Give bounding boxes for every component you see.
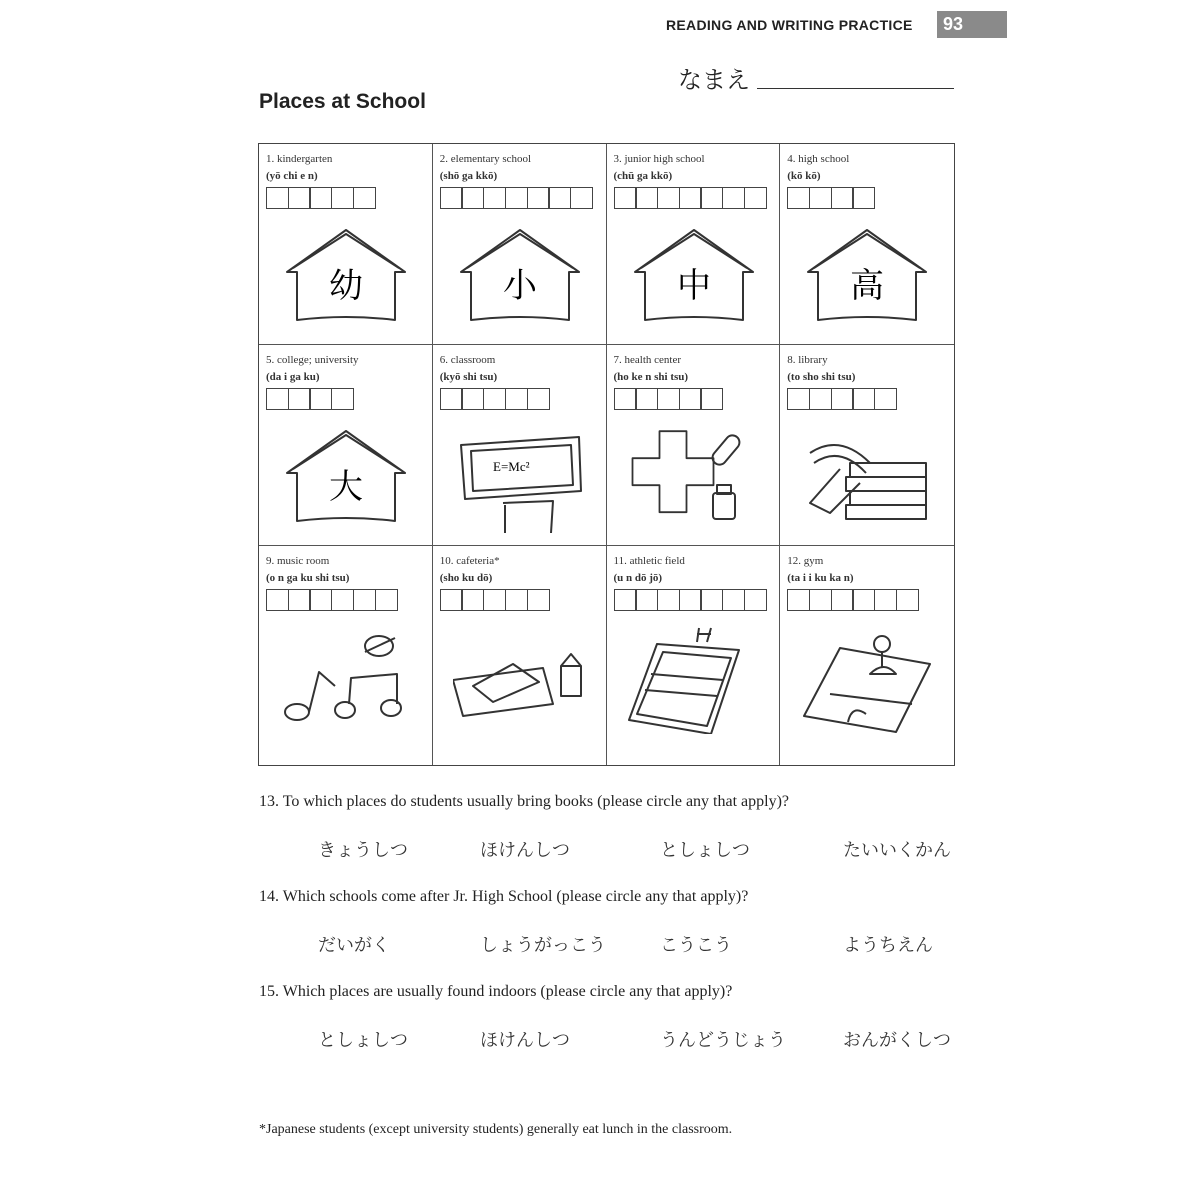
answer-choice[interactable]: しょうがっこう [480,935,606,956]
answer-box[interactable] [309,388,332,410]
answer-box[interactable] [288,388,311,410]
answer-box[interactable] [787,187,810,209]
vocab-cell [259,144,433,345]
answer-box[interactable] [266,589,289,611]
answer-box[interactable] [570,187,593,209]
vocab-label: 1. kindergarten [266,153,333,165]
food-tray-icon [453,624,587,734]
music-notes-icon [279,624,413,734]
answer-box[interactable] [614,589,637,611]
vocab-cell [780,546,954,765]
page-number: 93 [937,11,1007,38]
answer-box[interactable] [353,589,376,611]
vocabulary-grid [258,143,955,766]
kanji: 高 [850,266,885,306]
vocab-cell [780,345,954,546]
answer-boxes [266,187,432,209]
answer-choice[interactable]: きょうしつ [318,840,408,861]
vocab-label: 7. health center [613,354,681,366]
answer-choice[interactable]: うんどうじょう [660,1030,786,1051]
answer-box[interactable] [874,589,897,611]
field-icon [627,624,761,734]
answer-box[interactable] [375,589,398,611]
vocab-label: 4. high school [787,153,850,165]
romaji-hint: (chū ga kkō) [613,170,673,182]
answer-box[interactable] [852,589,875,611]
answer-box[interactable] [527,589,550,611]
vocab-cell [259,345,433,546]
answer-box[interactable] [483,388,506,410]
house-icon [453,222,587,332]
answer-box[interactable] [809,187,832,209]
answer-box[interactable] [440,187,463,209]
answer-boxes [266,388,432,410]
answer-box[interactable] [331,388,354,410]
answer-box[interactable] [527,388,550,410]
vocab-label: 5. college; university [266,354,359,366]
answer-box[interactable] [657,388,680,410]
answer-box[interactable] [787,388,810,410]
romaji-hint: (kyō shi tsu) [439,371,498,383]
romaji-hint: (kō kō) [787,170,821,182]
vocab-cell [607,345,781,546]
answer-choice[interactable]: としょしつ [318,1030,408,1051]
answer-box[interactable] [440,589,463,611]
answer-boxes [614,187,780,209]
romaji-hint: (o n ga ku shi tsu) [266,572,350,584]
answer-box[interactable] [831,187,854,209]
answer-box[interactable] [635,589,658,611]
question: 13. To which places do students usually bring books (please circle any that apply)? [259,793,790,810]
answer-box[interactable] [309,589,332,611]
medical-cross-icon [627,423,761,533]
answer-box[interactable] [461,589,484,611]
section-header: READING AND WRITING PRACTICE [666,17,913,33]
answer-box[interactable] [744,187,767,209]
name-label: なまえ [678,66,750,94]
answer-box[interactable] [874,388,897,410]
house-icon [279,222,413,332]
basketball-court-icon [800,624,934,734]
answer-box[interactable] [700,589,723,611]
vocab-cell [780,144,954,345]
vocab-label: 9. music room [266,555,330,567]
answer-box[interactable] [483,187,506,209]
answer-box[interactable] [657,589,680,611]
answer-boxes [440,388,606,410]
answer-box[interactable] [331,589,354,611]
answer-boxes [614,388,780,410]
answer-box[interactable] [722,187,745,209]
vocab-cell [433,144,607,345]
answer-box[interactable] [331,187,354,209]
answer-choice[interactable]: としょしつ [660,840,750,861]
vocab-label: 2. elementary school [439,153,532,165]
svg-text:E=Mc²: E=Mc² [492,459,530,474]
books-icon [800,423,934,533]
answer-box[interactable] [831,589,854,611]
answer-box[interactable] [614,187,637,209]
answer-box[interactable] [505,187,528,209]
answer-box[interactable] [461,187,484,209]
answer-choice[interactable]: こうこう [660,935,732,956]
answer-box[interactable] [635,388,658,410]
answer-box[interactable] [831,388,854,410]
answer-box[interactable] [852,388,875,410]
vocab-cell [607,546,781,765]
answer-box[interactable] [700,388,723,410]
answer-box[interactable] [353,187,376,209]
answer-box[interactable] [266,187,289,209]
vocab-label: 6. classroom [439,354,496,366]
question: 14. Which schools come after Jr. High School (please circle any that apply)? [259,888,749,905]
answer-box[interactable] [635,187,658,209]
answer-boxes [440,187,606,209]
answer-box[interactable] [266,388,289,410]
kanji: 中 [676,266,711,306]
page-title: Places at School [259,90,426,113]
answer-box[interactable] [288,187,311,209]
answer-boxes [787,589,954,611]
romaji-hint: (shō ga kkō) [439,170,498,182]
answer-box[interactable] [288,589,311,611]
romaji-hint: (sho ku dō) [439,572,493,584]
answer-choice[interactable]: ほけんしつ [480,1030,570,1051]
answer-box[interactable] [679,187,702,209]
vocab-label: 11. athletic field [613,555,685,567]
answer-boxes [440,589,606,611]
answer-box[interactable] [461,388,484,410]
answer-box[interactable] [896,589,919,611]
answer-choice[interactable]: だいがく [318,935,390,956]
answer-choice[interactable]: ようちえん [843,935,933,956]
answer-box[interactable] [483,589,506,611]
answer-box[interactable] [440,388,463,410]
answer-box[interactable] [722,589,745,611]
vocab-cell [433,546,607,765]
answer-box[interactable] [614,388,637,410]
vocab-cell [259,546,433,765]
kanji: 大 [329,467,363,507]
vocab-cell [607,144,781,345]
house-icon [627,222,761,332]
blackboard-icon [453,423,587,533]
answer-box[interactable] [700,187,723,209]
name-line[interactable] [757,88,954,89]
vocab-label: 3. junior high school [613,153,705,165]
romaji-hint: (u n dō jō) [613,572,663,584]
answer-box[interactable] [852,187,875,209]
answer-box[interactable] [679,589,702,611]
answer-box[interactable] [809,388,832,410]
footnote: *Japanese students (except university students) generally eat lunch in the classroom. [259,1122,733,1137]
answer-boxes [787,388,954,410]
answer-box[interactable] [809,589,832,611]
answer-box[interactable] [505,388,528,410]
answer-box[interactable] [309,187,332,209]
house-icon [279,423,413,533]
answer-boxes [614,589,780,611]
answer-box[interactable] [527,187,550,209]
vocab-label: 8. library [787,354,828,366]
answer-box[interactable] [679,388,702,410]
answer-box[interactable] [744,589,767,611]
vocab-cell [433,345,607,546]
romaji-hint: (ta i i ku ka n) [787,572,854,584]
question: 15. Which places are usually found indoors (please circle any that apply)? [259,983,733,1000]
answer-choice[interactable]: おんがくしつ [843,1030,951,1051]
answer-boxes [266,589,432,611]
romaji-hint: (yō chi e n) [266,170,318,182]
house-icon [800,222,934,332]
romaji-hint: (da i ga ku) [266,371,320,383]
vocab-label: 12. gym [787,555,824,567]
answer-choice[interactable]: ほけんしつ [480,840,570,861]
answer-choice[interactable]: たいいくかん [843,840,951,861]
kanji: 小 [502,266,537,306]
answer-box[interactable] [657,187,680,209]
romaji-hint: (ho ke n shi tsu) [613,371,689,383]
answer-box[interactable] [787,589,810,611]
vocab-label: 10. cafeteria* [439,555,500,567]
answer-boxes [787,187,954,209]
answer-box[interactable] [505,589,528,611]
answer-box[interactable] [548,187,571,209]
romaji-hint: (to sho shi tsu) [787,371,856,383]
kanji: 幼 [329,266,363,306]
